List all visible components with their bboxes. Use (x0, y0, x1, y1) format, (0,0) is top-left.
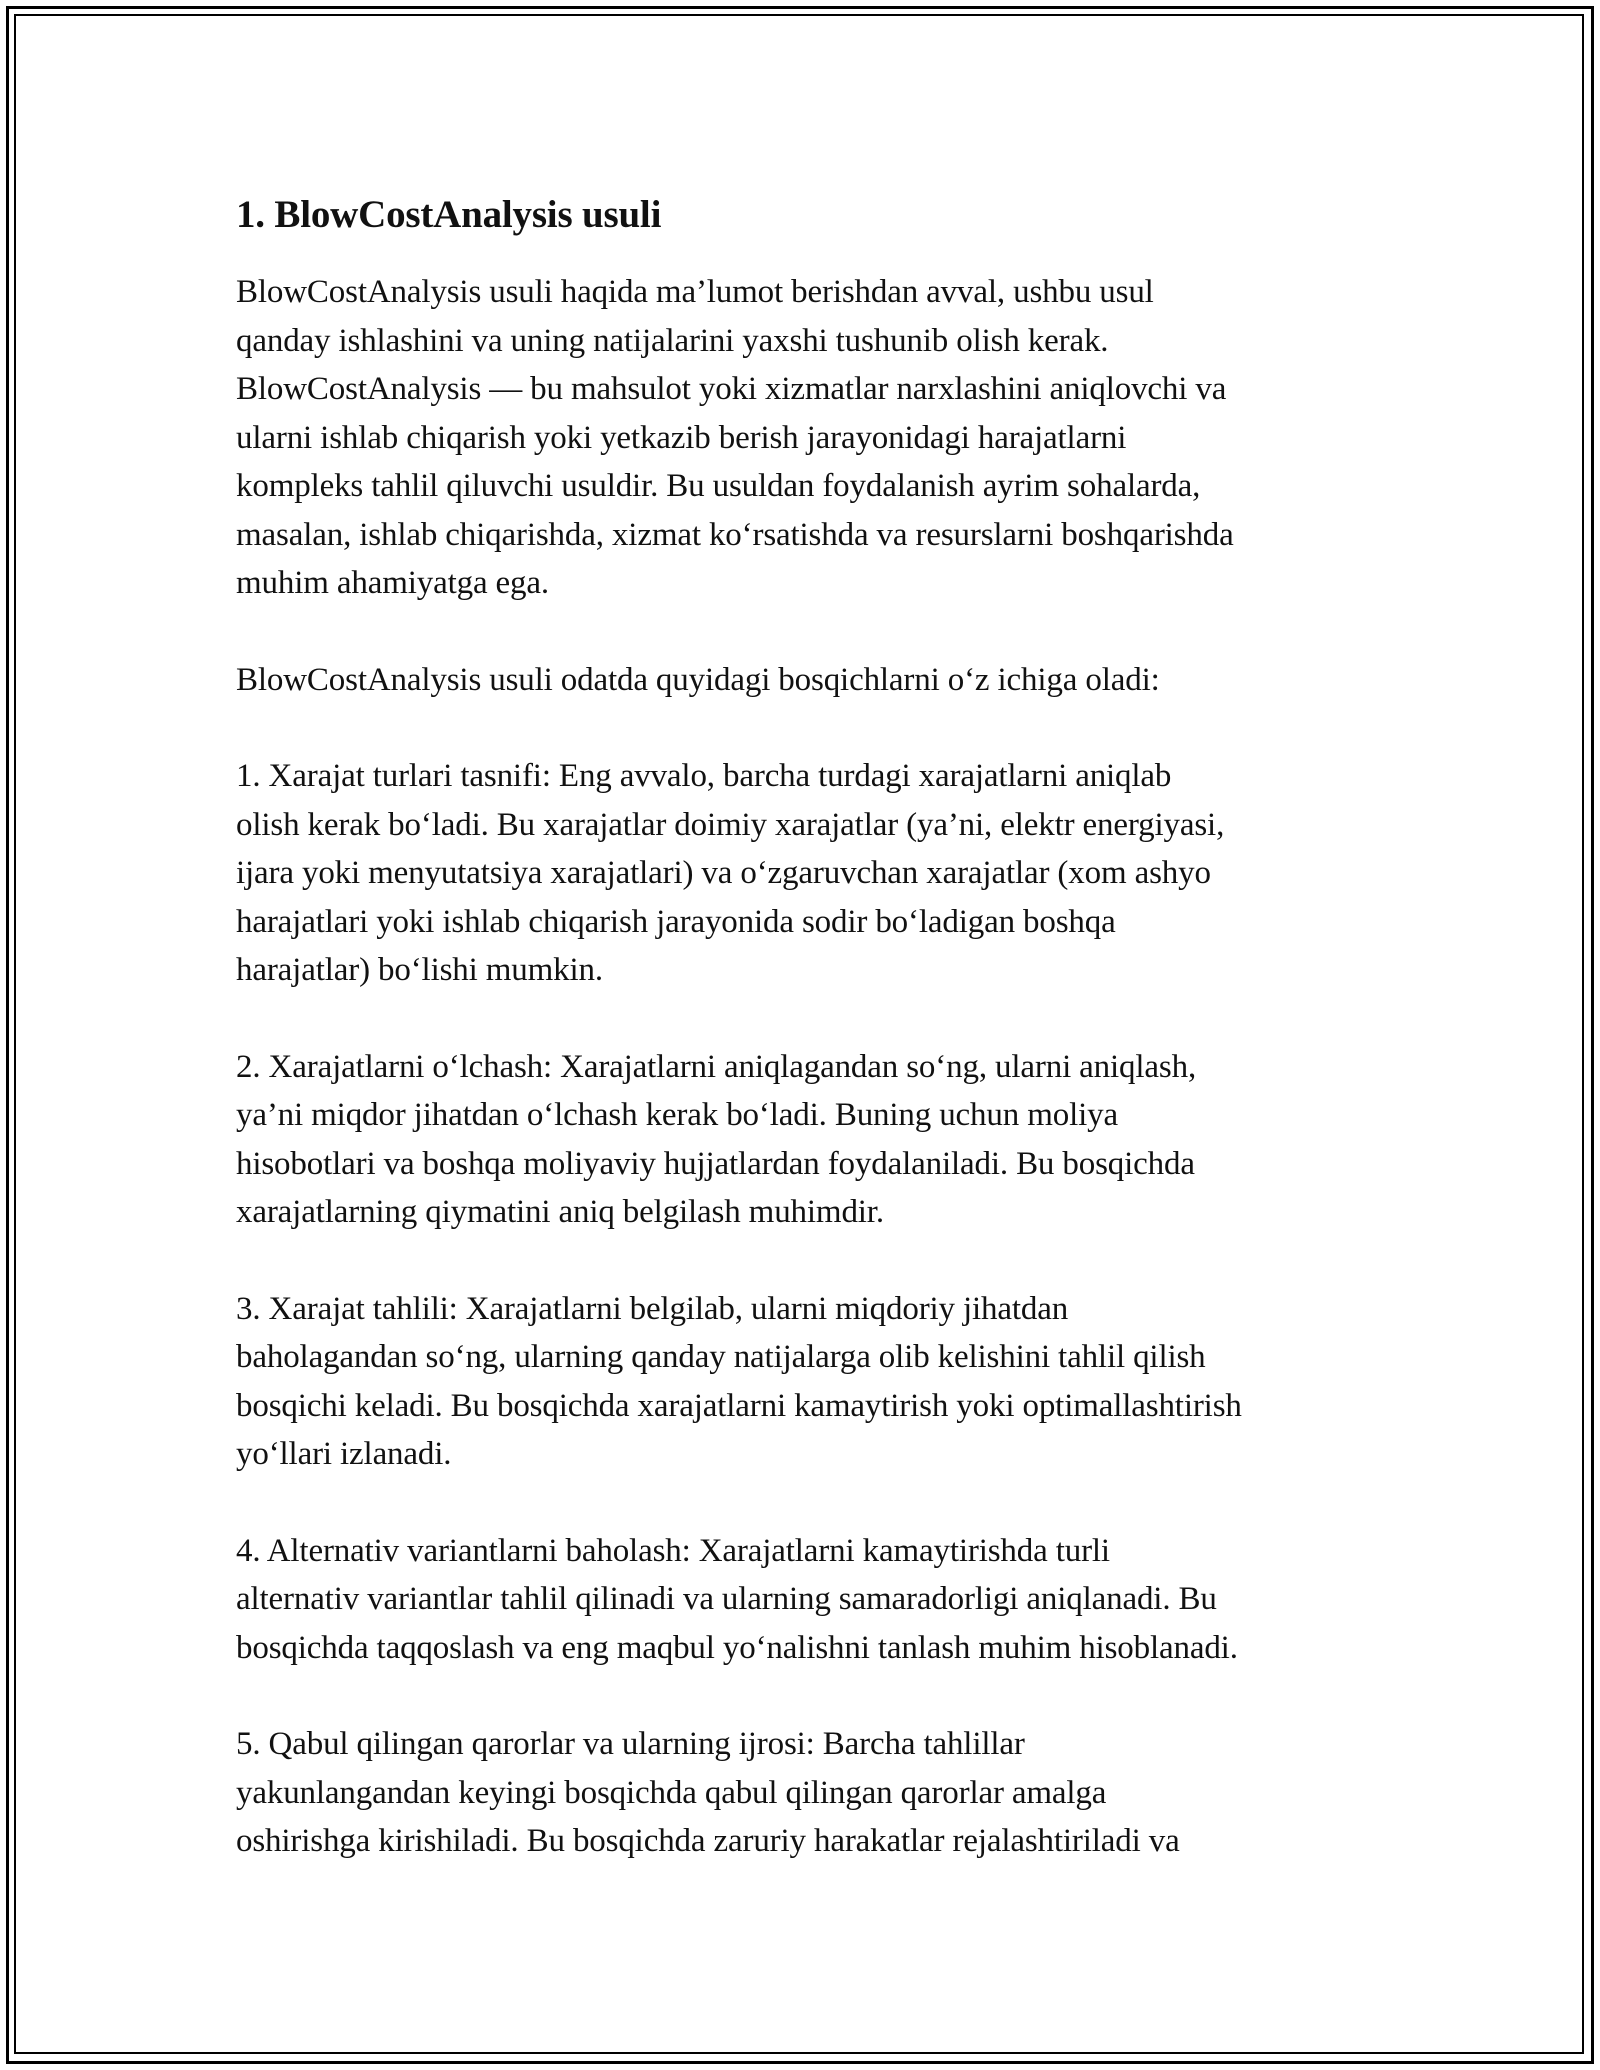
paragraph-step-2 (236, 1043, 1376, 1237)
paragraph-step-4 (236, 1527, 1376, 1673)
text-line: hisobotlari va boshqa moliyaviy hujjatlardan foydalaniladi. Bu bosqichda (236, 1145, 1195, 1182)
text-line: olish kerak bo‘ladi. Bu xarajatlar doimiy xarajatlar (ya’ni, elektr energiyasi, (236, 806, 1225, 843)
text-line: 5. Qabul qilingan qarorlar va ularning ijrosi: Barcha tahlillar (236, 1726, 1025, 1762)
text-line: bosqichda taqqoslash va eng maqbul yo‘nalishni tanlash muhim hisoblanadi. (236, 1629, 1238, 1666)
text-line: BlowCostAnalysis — bu mahsulot yoki xizmatlar narxlashini aniqlovchi va (236, 371, 1227, 407)
text-line: ularni ishlab chiqarish yoki yetkazib berish jarayonidagi harajatlarni (236, 419, 1127, 456)
text-line: BlowCostAnalysis usuli haqida ma’lumot berishdan avval, ushbu usul (236, 274, 1154, 310)
section-heading: 1. BlowCostAnalysis usuli (236, 193, 662, 236)
text-line: xarajatlarning qiymatini aniq belgilash muhimdir. (236, 1194, 884, 1230)
paragraph-intro (236, 268, 1376, 608)
document-body (236, 190, 1376, 1914)
text-line: qanday ishlashini va uning natijalarini yaxshi tushunib olish kerak. (236, 322, 1109, 359)
text-line: 4. Alternativ variantlarni baholash: Xarajatlarni kamaytirishda turli (236, 1532, 1110, 1569)
text-line: muhim ahamiyatga ega. (236, 565, 549, 601)
paragraph-step-5 (236, 1720, 1376, 1866)
text-line: alternativ variantlar tahlil qilinadi va ularning samaradorligi aniqlanadi. Bu (236, 1581, 1217, 1617)
text-line: yakunlangandan keyingi bosqichda qabul qilingan qarorlar amalga (236, 1774, 1107, 1811)
text-line: 3. Xarajat tahlili: Xarajatlarni belgilab, ularni miqdoriy jihatdan (236, 1290, 1069, 1327)
text-line: baholagandan so‘ng, ularning qanday natijalarga olib kelishini tahlil qilish (236, 1339, 1206, 1375)
text-line: harajatlar) bo‘lishi mumkin. (236, 952, 603, 988)
text-line: ya’ni miqdor jihatdan o‘lchash kerak bo‘ladi. Buning uchun moliya (236, 1097, 1118, 1133)
text-line: yo‘llari izlanadi. (236, 1436, 452, 1472)
text-line: harajatlari yoki ishlab chiqarish jarayonida sodir bo‘ladigan boshqa (236, 903, 1116, 940)
text-line: kompleks tahlil qiluvchi usuldir. Bu usuldan foydalanish ayrim sohalarda, (236, 468, 1201, 504)
text-line: 1. Xarajat turlari tasnifi: Eng avvalo, barcha turdagi xarajatlarni aniqlab (236, 758, 1172, 794)
text-line: oshirishga kirishiladi. Bu bosqichda zaruriy harakatlar rejalashtiriladi va (236, 1823, 1180, 1859)
paragraph-step-1 (236, 752, 1376, 995)
paragraph-steps-intro (236, 656, 1376, 705)
text-line: bosqichi keladi. Bu bosqichda xarajatlarni kamaytirish yoki optimallashtirish (236, 1387, 1242, 1424)
text-line: BlowCostAnalysis usuli odatda quyidagi bosqichlarni o‘z ichiga oladi: (236, 661, 1160, 698)
paragraph-step-3 (236, 1285, 1376, 1479)
text-line: masalan, ishlab chiqarishda, xizmat ko‘rsatishda va resurslarni boshqarishda (236, 516, 1234, 553)
text-line: 2. Xarajatlarni o‘lchash: Xarajatlarni aniqlagandan so‘ng, ularni aniqlash, (236, 1048, 1197, 1085)
text-line: ijara yoki menyutatsiya xarajatlari) va o‘zgaruvchan xarajatlar (xom ashyo (236, 855, 1211, 891)
